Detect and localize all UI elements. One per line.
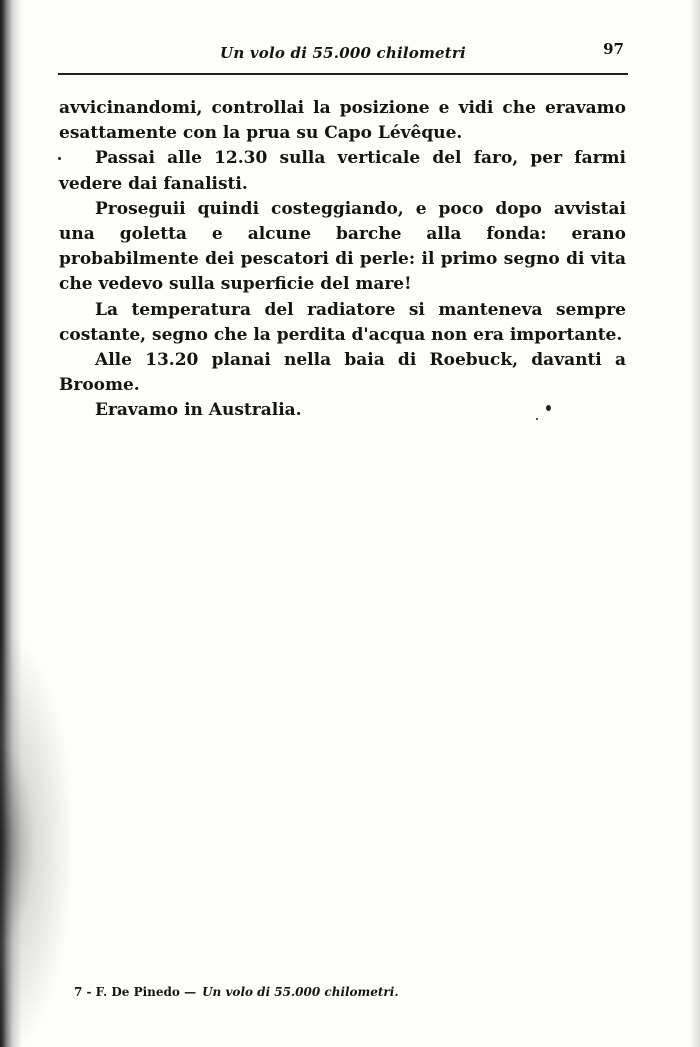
footer-signature [74, 985, 399, 999]
paragraph-6: Eravamo in Australia. [95, 400, 302, 421]
running-head [58, 40, 628, 66]
ink-speck [536, 418, 538, 420]
running-head-title: Un volo di 55.000 chilometri [220, 44, 466, 62]
paragraph-4: La temperatura del radiatore si manteneva sempre costante, segno che la perdita d'acqua non era importante. [59, 299, 626, 345]
paragraph-3: Proseguii quindi costeggiando, e poco dopo avvistai una goletta e alcune barche alla fonda: erano probabilmente dei pescatori di perle: il primo segno di vita che vedevo sulla superficie del mare! [59, 198, 626, 295]
page-edge [690, 0, 700, 1047]
paragraph-1: avvicinandomi, controllai la posizione e vidi che eravamo esattamente con la prua su Capo Lévêque. [59, 98, 626, 144]
body-text [59, 96, 626, 424]
binding-shadow-lower [0, 640, 70, 1047]
ink-speck [58, 157, 61, 160]
ink-speck [546, 405, 551, 411]
header-rule [58, 73, 628, 75]
footer-author: 7 - F. De Pinedo — [74, 985, 197, 999]
footer-book-title: Un volo di 55.000 chilometri. [202, 985, 399, 999]
paragraph-2: Passai alle 12.30 sulla verticale del faro, per farmi vedere dai fanalisti. [59, 148, 626, 194]
paragraph-5: Alle 13.20 planai nella baia di Roebuck, davanti a Broome. [59, 350, 626, 396]
page-number: 97 [603, 40, 624, 58]
